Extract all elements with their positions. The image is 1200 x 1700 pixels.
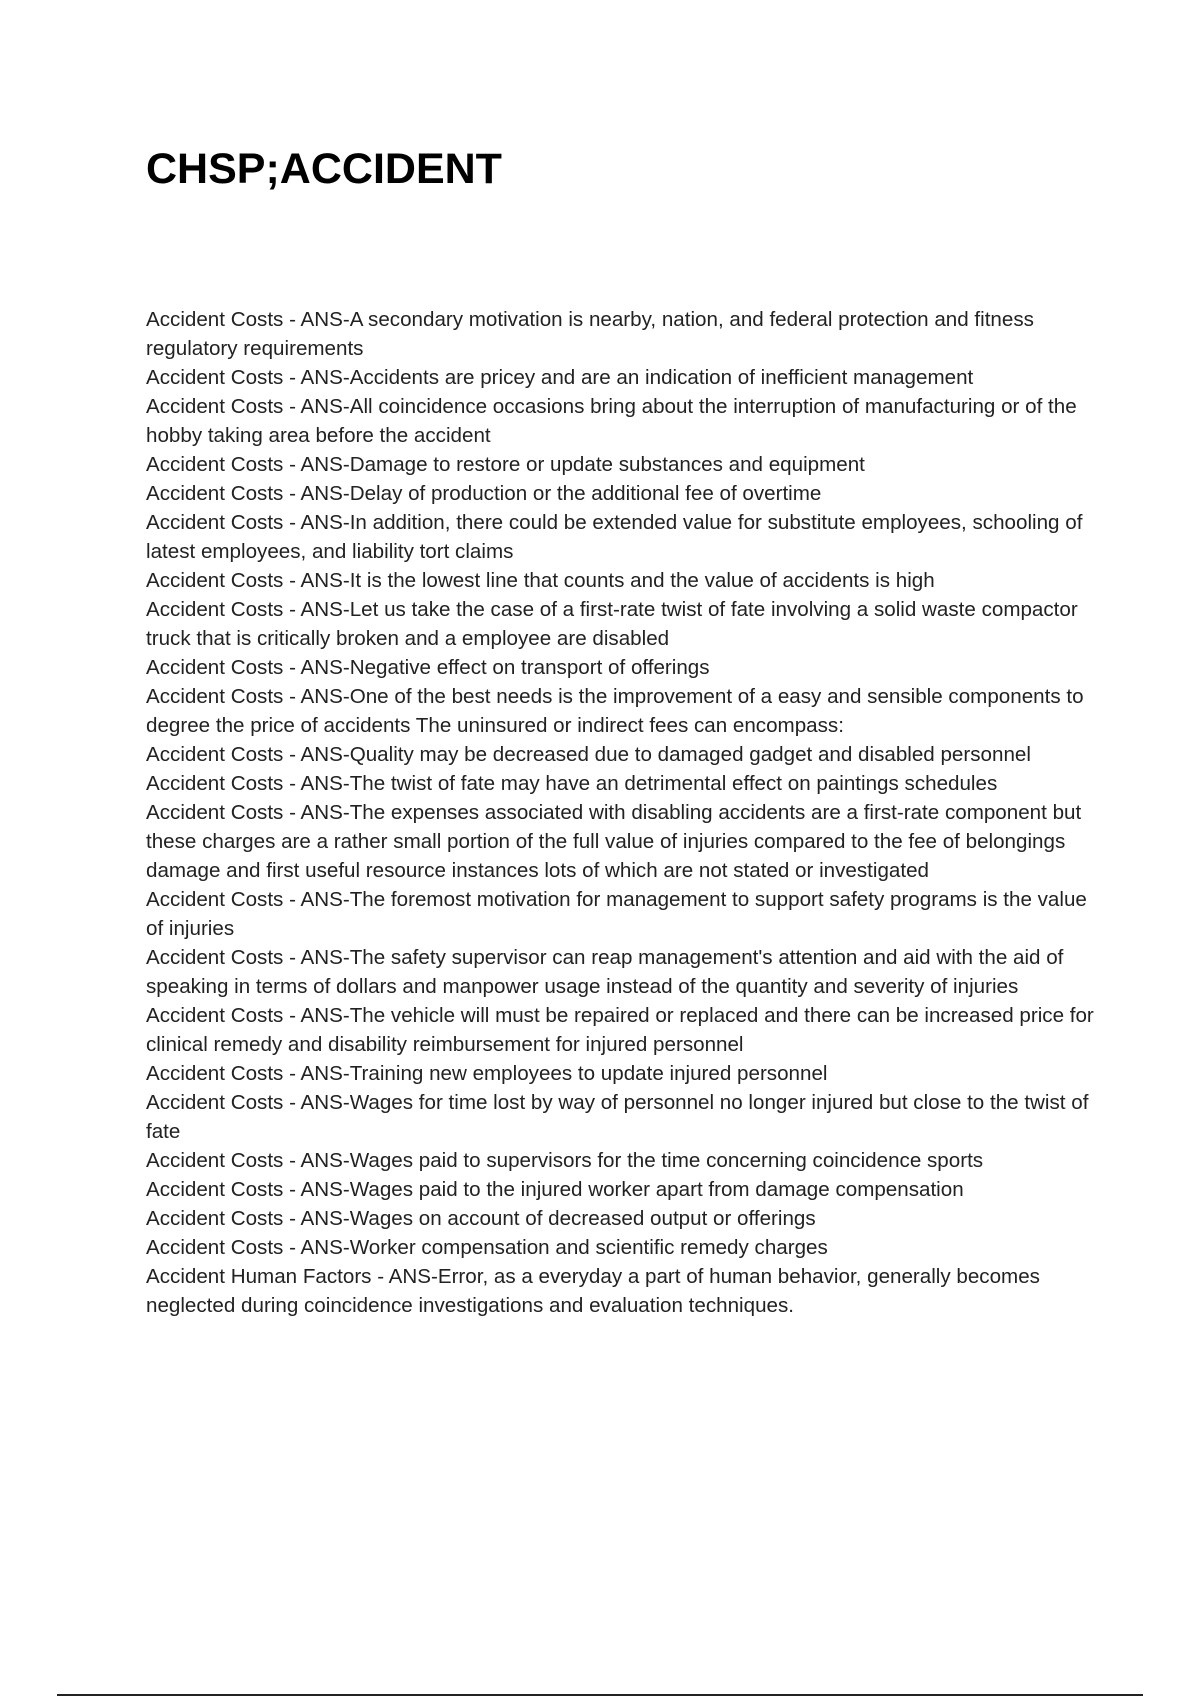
qa-entry: Accident Costs - ANS-The foremost motivation for management to support safety programs is the value of injuries	[146, 888, 1087, 940]
footer-divider	[57, 1694, 1143, 1696]
qa-entry: Accident Costs - ANS-A secondary motivation is nearby, nation, and federal protection and fitness regulatory requirements	[146, 308, 1034, 360]
qa-entry: Accident Costs - ANS-The twist of fate may have an detrimental effect on paintings schedules	[146, 772, 998, 795]
qa-entry: Accident Costs - ANS-Worker compensation and scientific remedy charges	[146, 1236, 828, 1259]
qa-entry: Accident Costs - ANS-Let us take the case of a first-rate twist of fate involving a solid waste compactor truck that is critically broken and a employee are disabled	[146, 598, 1078, 650]
qa-entry: Accident Costs - ANS-The vehicle will must be repaired or replaced and there can be increased price for clinical remedy and disability reimbursement for injured personnel	[146, 1004, 1094, 1056]
qa-entry: Accident Costs - ANS-Wages paid to supervisors for the time concerning coincidence sports	[146, 1149, 984, 1172]
qa-entry: Accident Costs - ANS-Accidents are pricey and are an indication of inefficient management	[146, 366, 974, 389]
qa-entry: Accident Costs - ANS-It is the lowest line that counts and the value of accidents is high	[146, 569, 935, 592]
qa-entry: Accident Costs - ANS-Training new employees to update injured personnel	[146, 1062, 828, 1085]
qa-entry: Accident Costs - ANS-All coincidence occasions bring about the interruption of manufacturing or of the hobby taking area before the accident	[146, 395, 1077, 447]
qa-entry: Accident Costs - ANS-The expenses associated with disabling accidents are a first-rate component but these charges are a rather small portion of the full value of injuries compared to the fee of belongings damage and first useful resource instances lots of which are not stated or investigated	[146, 801, 1082, 882]
qa-entry: Accident Costs - ANS-The safety supervisor can reap management's attention and aid with the aid of speaking in terms of dollars and manpower usage instead of the quantity and severity of injuries	[146, 946, 1064, 998]
qa-entry-list	[146, 305, 1096, 1320]
document-title: CHSP;ACCIDENT	[146, 145, 502, 193]
qa-entry: Accident Costs - ANS-In addition, there could be extended value for substitute employees, schooling of latest employees, and liability tort claims	[146, 511, 1083, 563]
qa-entry: Accident Costs - ANS-Wages on account of decreased output or offerings	[146, 1207, 816, 1230]
qa-entry: Accident Human Factors - ANS-Error, as a everyday a part of human behavior, generally becomes neglected during coincidence investigations and evaluation techniques.	[146, 1265, 1040, 1317]
qa-entry: Accident Costs - ANS-Quality may be decreased due to damaged gadget and disabled personnel	[146, 743, 1031, 766]
qa-entry: Accident Costs - ANS-Delay of production or the additional fee of overtime	[146, 482, 822, 505]
qa-entry: Accident Costs - ANS-Negative effect on transport of offerings	[146, 656, 710, 679]
qa-entry: Accident Costs - ANS-Damage to restore or update substances and equipment	[146, 453, 865, 476]
qa-entry: Accident Costs - ANS-One of the best needs is the improvement of a easy and sensible components to degree the price of accidents The uninsured or indirect fees can encompass:	[146, 685, 1084, 737]
qa-entry: Accident Costs - ANS-Wages for time lost by way of personnel no longer injured but close to the twist of fate	[146, 1091, 1089, 1143]
qa-entry: Accident Costs - ANS-Wages paid to the injured worker apart from damage compensation	[146, 1178, 964, 1201]
